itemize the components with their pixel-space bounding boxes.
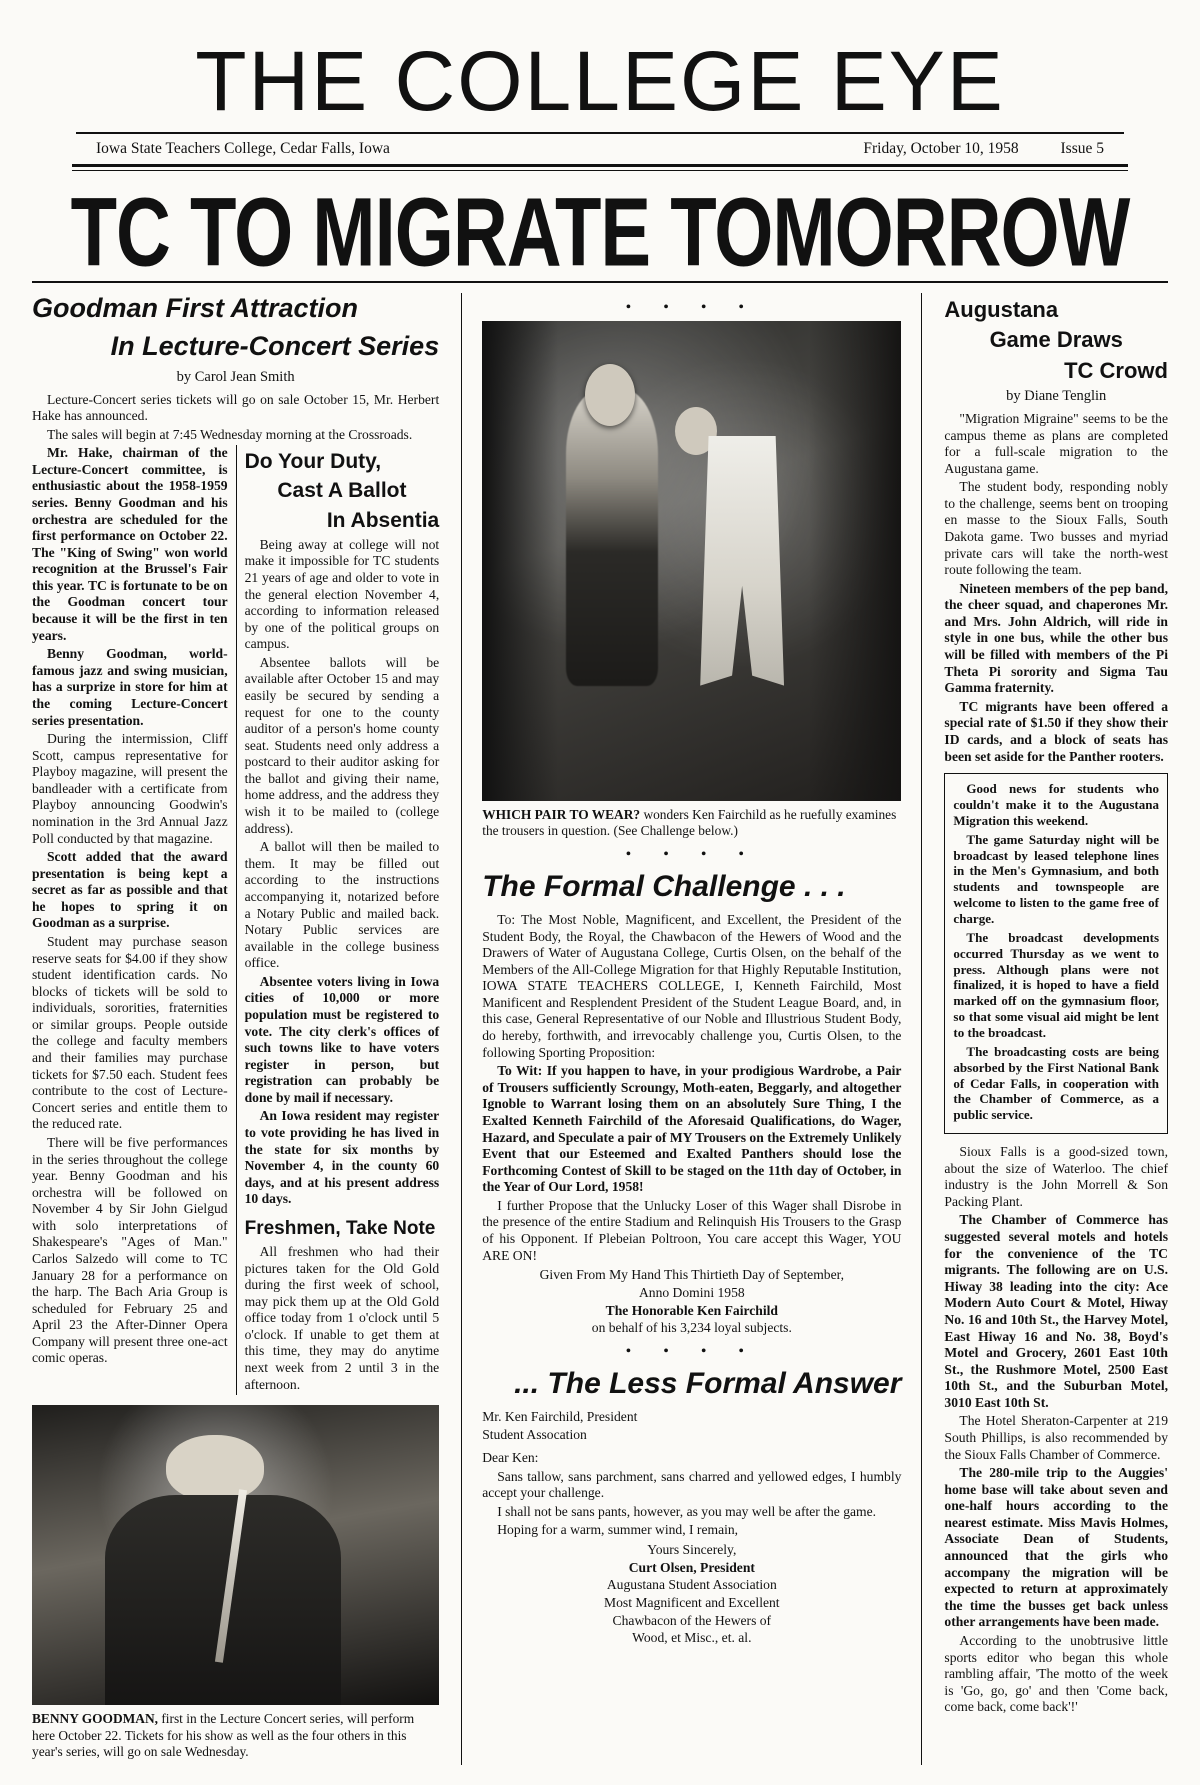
ballot-p3: A ballot will then be mailed to them. It may be filled out according to the instructions accompanying it, notarized before a Notary Public and mailed back. Notary Public services are available in the college business office. (244, 839, 440, 971)
goodman-p5: During the intermission, Cliff Scott, campus representative for Playboy magazine, will present the bandleader with a certificate from Playboy announcing Goodwin's nomination in the 3rd Annual Jazz Poll conducted by that magazine. (32, 731, 228, 846)
augustana-p9: According to the unobtrusive little sports editor who began this whole rambling affair, 'The motto of the week is 'Go, go, go' and then 'Come back, come back, come back'!' (944, 1632, 1168, 1715)
formal-challenge-headline: The Formal Challenge . . . (482, 870, 846, 904)
column-divider-2 (921, 293, 922, 1765)
goodman-photo-caption (32, 1711, 439, 1761)
augustana-p1: "Migration Migraine" seems to be the campus theme as plans are completed for a full-scale migration to the Augustana game. (944, 410, 1168, 476)
masthead-rule-bottom (72, 164, 1128, 171)
augustana-p7: The Hotel Sheraton-Carpenter at 219 South Phillips, is also recommended by the Sioux Falls Chamber of Commerce. (944, 1413, 1168, 1462)
augustana-headline-2: Game Draws (989, 327, 1123, 353)
challenge-sign4: on behalf of his 3,234 loyal subjects. (591, 1320, 792, 1336)
answer-p3: Hoping for a warm, summer wind, I remain, (497, 1522, 739, 1538)
goodman-ballot-split (32, 445, 439, 1395)
ballot-headline-1: Do Your Duty, (244, 450, 382, 474)
challenge-signoff (482, 1266, 901, 1337)
answer-salutation: Dear Ken: (482, 1450, 539, 1465)
dateline-right (825, 140, 1104, 158)
ballot-p1: Being away at college will not make it impossible for TC students 21 years of age and older to vote in the general election November 4, according to information released by one of the political groups on campus. (244, 536, 440, 652)
which-pair-photo (482, 321, 901, 801)
dot-separator-bottom: • • • • (625, 1342, 759, 1360)
column-center (472, 293, 911, 1765)
photo-subject-head (166, 1435, 264, 1501)
augustana-headline-3: TC Crowd (1064, 357, 1168, 383)
main-banner-headline: TC TO MIGRATE TOMORROW (70, 178, 1130, 277)
box-p4: The broadcasting costs are being absorbed by the First National Bank of Cedar Falls, in cooperation with the Chamber of Commerce, as a public service. (953, 1043, 1159, 1123)
ballot-p2: Absentee ballots will be available after October 15 and may easily be secured by sending a request for one to the county auditor of a person's home county seat. Students need only address a postcard to their auditor asking for the ballot and giving their name, home address, and the address they wish it to be mailed to (college address). (244, 654, 440, 836)
page-columns (0, 283, 1200, 1785)
broadcast-info-box (944, 773, 1168, 1134)
challenge-p1: To: The Most Noble, Magnificent, and Excellent, the President of the Student Body, the Royal, the Chawbacon of the Hewers of Wood and the Drawers of Water of Augustana College, Curtis Olsen, on the behalf of the Members of the All-College Migration for that Highly Reputable Institution, IOWA STATE TEACHERS COLLEGE, I, Kenneth Fairchild, Most Manificent and Resplendent President of the Student League Board, and, in this case, General Representative of our Noble and Illustrious Student Body, do hereby, forthwith, and irrevocably challenge you, Curtis Olsen, to the following Sporting Proposition: (482, 912, 902, 1060)
goodman-p2: The sales will begin at 7:45 Wednesday morning at the Crossroads. (47, 426, 413, 442)
goodman-photo-caption-text: first in the Lecture Concert series, will perform here October 22. Tickets for his show as well as the four others in this year's series, will go on sale Wednesday. (32, 1711, 415, 1760)
which-pair-caption-lead: WHICH PAIR TO WEAR? (482, 806, 641, 822)
answer-s3: Augustana Student Association (606, 1577, 777, 1593)
answer-p2: I shall not be sans pants, however, as you may well be after the game. (497, 1503, 877, 1519)
augustana-byline: by Diane Tenglin (1006, 387, 1107, 404)
photo-vignette-left (482, 321, 557, 801)
challenge-p3: I further Propose that the Unlucky Loser of this Wager shall Disrobe in the presence of the entire Stadium and Relinquish His Trousers to the Grasp of his Opponent. If Plebeian Poltroon, You care accept this Wager, YOU ARE ON! (482, 1197, 902, 1263)
answer-s5: Chawbacon of the Hewers of (612, 1612, 772, 1628)
challenge-sign3: The Honorable Ken Fairchild (605, 1302, 778, 1318)
box-p2: The game Saturday night will be broadcast by leased telephone lines in the Men's Gymnasium, and both students and townspeople are welcome to listen to the game free of charge. (953, 831, 1159, 926)
ballot-article (236, 445, 440, 1395)
answer-s6: Wood, et Misc., et. al. (632, 1630, 752, 1646)
which-pair-caption (482, 807, 901, 840)
ballot-p5: An Iowa resident may register to vote providing he has lived in the state for six months by November 4, in the county 60 days, and at his present address 10 days. (244, 1108, 440, 1207)
answer-s2: Curt Olsen, President (628, 1559, 755, 1575)
ballot-p4: Absentee voters living in Iowa cities of 10,000 or more population must be registered to vote. The city clerk's offices of such towns like to have voters register in person, but registration can probably be done by mail if necessary. (244, 973, 440, 1105)
answer-to2: Student Assocation (482, 1427, 587, 1443)
augustana-p2: The student body, responding nobly to the challenge, seems bent on trooping en masse to the Sioux Falls, South Dakota game. Two busses and myriad private cars will take the north-west route following the team. (944, 479, 1168, 578)
dot-separator-mid: • • • • (625, 846, 759, 864)
goodman-p4: Benny Goodman, world-famous jazz and swing musician, has a surprize in store for him at the coming Lecture-Concert series presentation. (32, 646, 228, 728)
column-left (32, 293, 451, 1765)
dot-separator-top: • • • • (625, 298, 759, 316)
answer-s1: Yours Sincerely, (647, 1541, 737, 1557)
dateline-date: Friday, October 10, 1958 (863, 139, 1019, 157)
goodman-p1: Lecture-Concert series tickets will go on sale October 15, Mr. Herbert Hake has announced. (32, 391, 440, 424)
augustana-p4: TC migrants have been offered a special rate of $1.50 if they show their ID cards, and a block of seats has been set aside for the Panther rooters. (944, 698, 1168, 764)
answer-signoff (482, 1541, 901, 1647)
goodman-photo-caption-lead: BENNY GOODMAN, (32, 1711, 158, 1727)
challenge-p2 (482, 1063, 901, 1196)
challenge-sign2: Anno Domini 1958 (638, 1284, 745, 1300)
benny-goodman-photo (32, 1405, 439, 1705)
answer-s4: Most Magnificent and Excellent (604, 1594, 780, 1610)
column-right (932, 293, 1168, 1765)
challenge-sign1: Given From My Hand This Thirtieth Day of September, (539, 1267, 845, 1283)
masthead (0, 0, 1200, 171)
newspaper-title: THE COLLEGE EYE (195, 34, 1005, 128)
photo-vignette-right (809, 321, 901, 801)
challenge-p2-text: If you happen to have, in your prodigious Wardrobe, a Pair of Trousers sufficiently Scroungy, Moth-eaten, Beggarly, and altogether Ignoble to Warrant losing them on an absolutely Sure Thing, I the Exalted Kenneth Fairchild of the Aforesaid Qualifications, do Wager, Hazard, and Speculate a pair of MY Trousers on the Extremely Unlikely Event that our Esteemed and Exalted Panthers should lose the Forthcoming Contest of Skill to be staged on the 11th day of October, in the Year of Our Lord, 1958! (482, 1063, 902, 1195)
goodman-headline-line2: In Lecture-Concert Series (110, 330, 440, 361)
freshmen-headline: Freshmen, Take Note (244, 1217, 436, 1239)
answer-p1: Sans tallow, sans parchment, sans charred and yellowed edges, I humbly accept your challenge. (482, 1468, 902, 1501)
column-divider-1 (461, 293, 462, 1765)
goodman-p3: Mr. Hake, chairman of the Lecture-Concert committee, is enthusiastic about the 1958-1959 series. Benny Goodman and his orchestra are scheduled for the first performance on October 22. The "King of Swing" won world recognition at the Brussel's Fair this year. TC is fortunate to be on the Goodman concert tour because it will be the first in ten years. (32, 445, 228, 643)
ballot-headline-2: Cast A Ballot (277, 479, 407, 503)
augustana-p6: The Chamber of Commerce has suggested several motels and hotels for the convenience of the TC migrants. The following are on U.S. Hiway 38 leading into the city: Ace Modern Auto Court & Motel, Hiway No. 16 and 10th St., the Harvey Motel, East Hiway 16 and No. 38, Boyd's Motel and Grocery, 2601 East 10th St., the Rushmore Motel, 2500 East 10th St., and the Suburban Motel, 3010 East 10th St. (944, 1212, 1168, 1410)
less-formal-answer-headline: ... The Less Formal Answer (514, 1366, 902, 1400)
freshmen-p1: All freshmen who had their pictures taken for the Old Gold during the first week of school, may pick them up at the Old Gold office today from 1 o'clock until 5 o'clock. If unable to get them at this time, they may do anytime next week from 2 until 3 in the afternoon. (244, 1243, 440, 1392)
box-p3: The broadcast developments occurred Thursday as we went to press. Although plans were not finalized, it is hoped to have a field marked off on the gymnasium floor, so that some visual aid might be lent to the broadcast. (953, 929, 1159, 1040)
answer-to1: Mr. Ken Fairchild, President (482, 1408, 638, 1424)
goodman-p7: Student may purchase season reserve seats for $4.00 if they show student identification cards. No blocks of tickets will be sold to individuals, sororities, fraternities or similar groups. People outside the college and faculty members and their families may purchase tickets for $7.50 each. Student fees contribute to the cost of Lecture-Concert series and entitle them to the reduced rate. (32, 934, 228, 1132)
dateline (40, 134, 1160, 162)
photo-man-body (566, 388, 658, 686)
challenge-p2-lead: To Wit: (497, 1063, 543, 1079)
box-p1: Good news for students who couldn't make it to the Augustana Migration this weekend. (953, 781, 1159, 828)
which-pair-caption-text: wonders Ken Fairchild as he ruefully examines the trousers in question. (See Challenge below.) (482, 806, 897, 839)
augustana-headline-1: Augustana (944, 296, 1059, 322)
dateline-place: Iowa State Teachers College, Cedar Falls, Iowa (96, 139, 390, 157)
ballot-headline-3: In Absentia (326, 508, 440, 532)
goodman-byline: by Carol Jean Smith (176, 368, 295, 385)
goodman-headline-line1: Goodman First Attraction (32, 292, 359, 323)
augustana-p3: Nineteen members of the pep band, the cheer squad, and chaperones Mr. and Mrs. John Aldrich, will ride in style in one bus, while the other bus will be filled with members of the Pi Theta Pi sorority and Sigma Tau Gamma fraternity. (944, 580, 1168, 696)
augustana-p5: Sioux Falls is a good-sized town, about the size of Waterloo. The chief industry is the John Morrell & Son Packing Plant. (944, 1144, 1168, 1209)
goodman-continued (32, 445, 236, 1395)
dateline-issue: Issue 5 (1060, 139, 1104, 157)
goodman-p6: Scott added that the award presentation is being kept a secret as far as possible and that he hopes to spring it on Goodman as a surprise. (32, 849, 228, 931)
goodman-p8: There will be five performances in the series throughout the college year. Benny Goodman and his orchestra will be followed on November 4 by Sir John Gielgud with solo interpretations of Shakespeare's "Ages of Man." Carlos Salzedo will come to TC January 28 for a performance on the harp. The Bach Aria Group is scheduled for February 25 and April 23 the After-Dinner Opera Company will present three one-act comic operas. (32, 1134, 228, 1366)
augustana-p8: The 280-mile trip to the Auggies' home base will take about seven and one-half hours according to the nearest estimate. Miss Mavis Holmes, Associate Dean of Students, announced that the girls who accompany the migration will be expected to return at approximately the time the busses get back unless other arrangements have been made. (944, 1465, 1168, 1630)
